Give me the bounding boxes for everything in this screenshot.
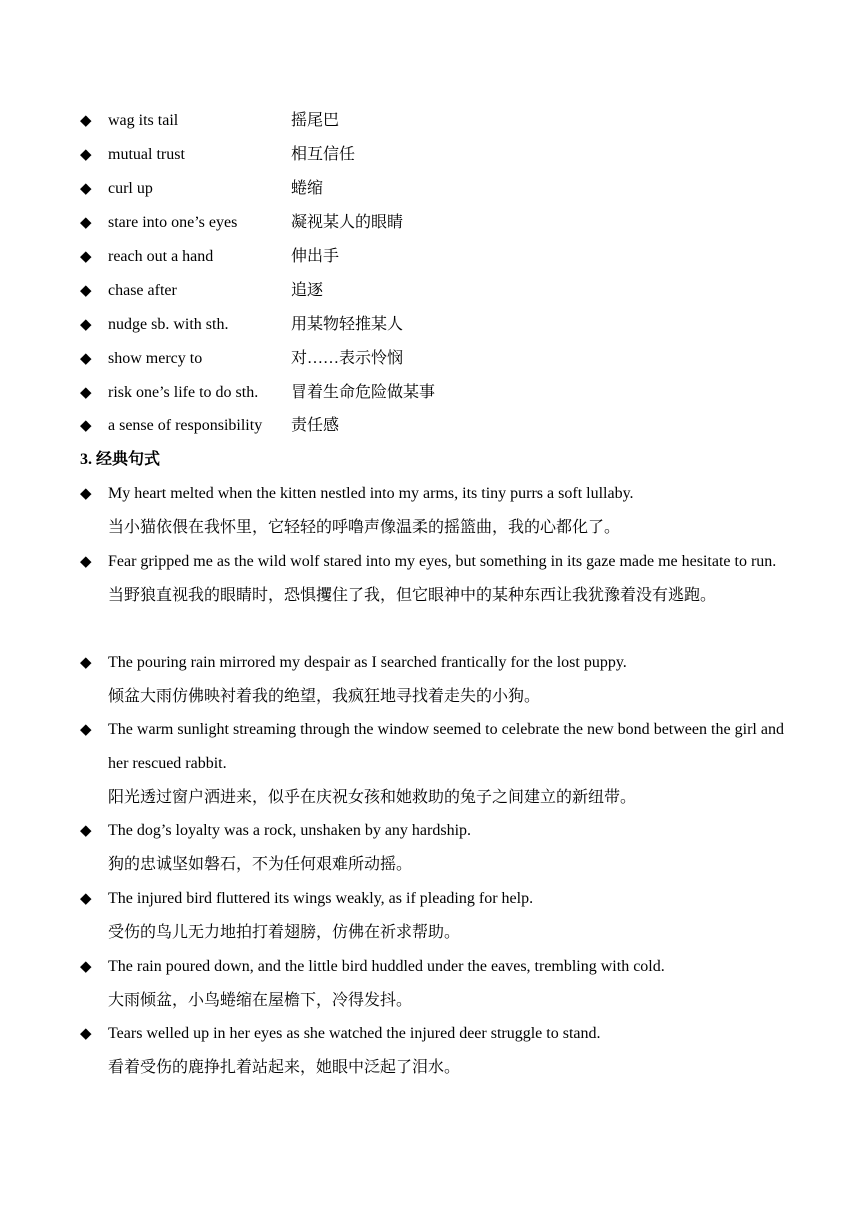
sentence-item [80, 477, 784, 545]
sentence-item [80, 713, 784, 815]
diamond-bullet-icon: ◆ [80, 283, 92, 299]
sentence-english: The injured bird fluttered its wings weakly, as if pleading for help. [108, 890, 534, 907]
sentence-english: The pouring rain mirrored my despair as I searched frantically for the lost puppy. [108, 654, 627, 671]
sentence-english: Fear gripped me as the wild wolf stared into my eyes, but something in its gaze made me hesitate to run. [108, 553, 777, 570]
sentence-item [80, 814, 784, 882]
diamond-bullet-icon: ◆ [80, 181, 92, 197]
vocab-chinese: 伸出手 [291, 248, 340, 265]
section-heading: 3. 经典句式 [80, 451, 161, 468]
sentence-english: The warm sunlight streaming through the window seemed to celebrate the new bond between the girl and her rescued rabbit. [108, 721, 784, 772]
sentence-chinese: 倾盆大雨仿佛映衬着我的绝望，我疯狂地寻找着走失的小狗。 [108, 688, 541, 705]
vocab-chinese: 蜷缩 [291, 180, 324, 197]
vocab-english: stare into one’s eyes [108, 214, 238, 231]
sentence-chinese: 受伤的鸟儿无力地拍打着翅膀，仿佛在祈求帮助。 [108, 924, 461, 941]
vocab-chinese: 责任感 [291, 417, 340, 434]
vocab-chinese: 冒着生命危险做某事 [291, 384, 436, 401]
diamond-bullet-icon: ◆ [80, 891, 92, 907]
diamond-bullet-icon: ◆ [80, 823, 92, 839]
sentence-english: Tears welled up in her eyes as she watched the injured deer struggle to stand. [108, 1025, 601, 1042]
sentence-chinese: 当野狼直视我的眼睛时，恐惧攫住了我，但它眼神中的某种东西让我犹豫着没有逃跑。 [108, 587, 717, 604]
sentence-chinese: 大雨倾盆，小鸟蜷缩在屋檐下，冷得发抖。 [108, 992, 413, 1009]
sentence-item [80, 882, 784, 950]
sentence-item [80, 1017, 784, 1085]
diamond-bullet-icon: ◆ [80, 351, 92, 367]
vocab-chinese: 追逐 [291, 282, 324, 299]
vocab-chinese: 凝视某人的眼睛 [291, 214, 404, 231]
sentence-chinese: 当小猫依偎在我怀里，它轻轻的呼噜声像温柔的摇篮曲，我的心都化了。 [108, 519, 621, 536]
sentence-item [80, 545, 784, 613]
sentence-chinese: 看着受伤的鹿挣扎着站起来，她眼中泛起了泪水。 [108, 1059, 461, 1076]
diamond-bullet-icon: ◆ [80, 554, 92, 570]
vocab-english: nudge sb. with sth. [108, 316, 229, 333]
vocab-english: risk one’s life to do sth. [108, 384, 259, 401]
sentence-item [80, 646, 784, 714]
diamond-bullet-icon: ◆ [80, 317, 92, 333]
diamond-bullet-icon: ◆ [80, 486, 92, 502]
vocab-english: mutual trust [108, 146, 185, 163]
sentence-chinese: 阳光透过窗户洒进来，似乎在庆祝女孩和她救助的兔子之间建立的新纽带。 [108, 789, 637, 806]
vocab-english: chase after [108, 282, 177, 299]
vocab-chinese: 对……表示怜悯 [291, 350, 404, 367]
vocab-chinese: 相互信任 [291, 146, 356, 163]
vocab-chinese: 用某物轻推某人 [291, 316, 404, 333]
diamond-bullet-icon: ◆ [80, 722, 92, 738]
sentence-english: The rain poured down, and the little bird huddled under the eaves, trembling with cold. [108, 958, 665, 975]
vocab-english: curl up [108, 180, 153, 197]
diamond-bullet-icon: ◆ [80, 959, 92, 975]
sentence-english: The dog’s loyalty was a rock, unshaken by any hardship. [108, 822, 472, 839]
sentence-english: My heart melted when the kitten nestled into my arms, its tiny purrs a soft lullaby. [108, 485, 634, 502]
diamond-bullet-icon: ◆ [80, 655, 92, 671]
diamond-bullet-icon: ◆ [80, 147, 92, 163]
sentence-item [80, 950, 784, 1018]
diamond-bullet-icon: ◆ [80, 1026, 92, 1042]
vocab-english: a sense of responsibility [108, 417, 263, 434]
vocab-english: show mercy to [108, 350, 203, 367]
vocab-english: reach out a hand [108, 248, 214, 265]
vocab-english: wag its tail [108, 112, 179, 129]
vocab-chinese: 摇尾巴 [291, 112, 340, 129]
diamond-bullet-icon: ◆ [80, 215, 92, 231]
sentence-chinese: 狗的忠诚坚如磐石，不为任何艰难所动摇。 [108, 856, 413, 873]
diamond-bullet-icon: ◆ [80, 418, 92, 434]
diamond-bullet-icon: ◆ [80, 113, 92, 129]
diamond-bullet-icon: ◆ [80, 249, 92, 265]
diamond-bullet-icon: ◆ [80, 385, 92, 401]
